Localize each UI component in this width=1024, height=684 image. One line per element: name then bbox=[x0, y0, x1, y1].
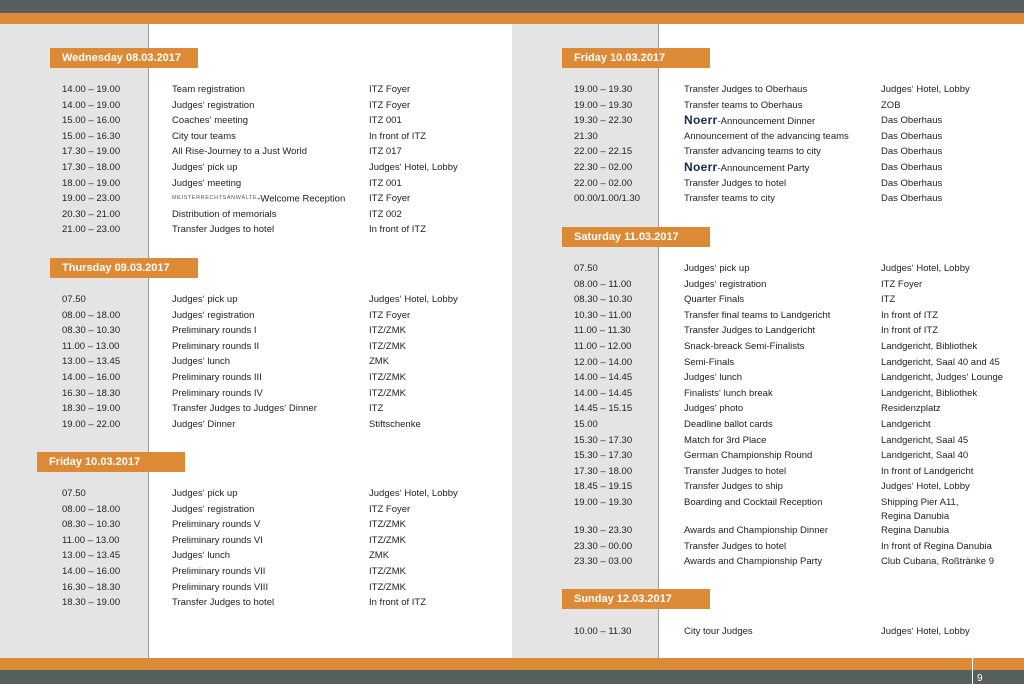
row-event: Awards and Championship Party bbox=[684, 556, 823, 568]
row-time: 17.30 – 18.00 bbox=[574, 465, 633, 477]
row-time: 18.45 – 19.15 bbox=[574, 481, 633, 493]
row-time: 23.30 – 03.00 bbox=[574, 556, 633, 568]
row-location: ITZ bbox=[881, 294, 896, 306]
row-event: Judges‘ registration bbox=[172, 503, 255, 515]
row-event: Coaches‘ meeting bbox=[172, 115, 249, 127]
section-heading-thursday: Thursday 09.03.2017 bbox=[50, 258, 198, 278]
row-location: ITZ/ZMK bbox=[369, 387, 406, 399]
row-location: ITZ/ZMK bbox=[369, 340, 406, 352]
row-event: Preliminary rounds I bbox=[172, 325, 257, 337]
row-location-line1: Shipping Pier A11, bbox=[881, 496, 959, 508]
row-location: Das Oberhaus bbox=[881, 161, 943, 173]
row-time: 11.00 – 11.30 bbox=[574, 325, 631, 337]
row-location: Landgericht, Saal 40 bbox=[881, 450, 969, 462]
row-location: Das Oberhaus bbox=[881, 146, 943, 158]
left-column-divider bbox=[148, 24, 149, 658]
row-event: Judges‘ pick up bbox=[684, 263, 750, 274]
row-time: 11.00 – 13.00 bbox=[62, 534, 120, 546]
row-location: Landgericht bbox=[881, 418, 931, 430]
row-event: Transfer teams to Oberhaus bbox=[684, 99, 803, 111]
row-event: Transfer Judges to ship bbox=[684, 481, 783, 493]
row-time: 16.30 – 18.30 bbox=[62, 581, 121, 593]
row-time: 22.00 – 02.00 bbox=[574, 177, 633, 189]
meisterrechtsanwaelte-logo: MEISTERRECHTSANWÄLTE bbox=[172, 195, 258, 202]
row-event-text: -Announcement Party bbox=[717, 162, 810, 174]
row-event: Judges‘ pick up bbox=[172, 294, 238, 305]
row-location: Landgericht, Saal 45 bbox=[881, 434, 969, 446]
row-location: Landgericht, Bibliothek bbox=[881, 340, 978, 352]
row-event: Announcement of the advancing teams bbox=[684, 130, 849, 142]
row-time: 22.30 – 02.00 bbox=[574, 161, 633, 173]
row-event bbox=[172, 191, 345, 207]
row-time: 08.30 – 10.30 bbox=[574, 294, 633, 306]
row-time: 21.00 – 23.00 bbox=[62, 224, 121, 236]
row-event-text: -Welcome Reception bbox=[257, 193, 346, 205]
row-event: Judges‘ meeting bbox=[172, 177, 242, 189]
row-time: 18.30 – 19.00 bbox=[62, 597, 121, 609]
row-time: 21.30 bbox=[574, 130, 598, 142]
top-bar-dark bbox=[0, 0, 1024, 13]
row-time: 18.30 – 19.00 bbox=[62, 403, 121, 415]
bottom-bar-dark bbox=[0, 670, 1024, 684]
row-location: ITZ Foyer bbox=[369, 309, 411, 321]
row-event: Transfer Judges to hotel bbox=[684, 177, 787, 189]
row-event: Judges‘ registration bbox=[172, 309, 255, 321]
row-location: Judges‘ Hotel, Lobby bbox=[881, 84, 970, 95]
row-time: 15.00 bbox=[574, 418, 598, 430]
row-location: In front of ITZ bbox=[881, 309, 939, 321]
row-event: Transfer Judges to Judges‘ Dinner bbox=[172, 403, 317, 415]
row-event: Awards and Championship Dinner bbox=[684, 524, 828, 536]
row-event: Judges‘ photo bbox=[684, 403, 744, 415]
row-time: 19.00 – 19.30 bbox=[574, 99, 633, 111]
row-event: Judges‘ registration bbox=[684, 278, 767, 290]
row-event: Judges‘ pick up bbox=[172, 488, 238, 499]
row-event: Snack-breack Semi-Finalists bbox=[684, 340, 805, 352]
row-event: Team registration bbox=[172, 84, 245, 95]
row-event: Boarding and Cocktail Reception bbox=[684, 496, 823, 508]
row-time: 08.00 – 18.00 bbox=[62, 503, 121, 515]
row-event: City tour teams bbox=[172, 130, 236, 142]
row-location: ITZ/ZMK bbox=[369, 581, 406, 593]
row-time: 11.00 – 12.00 bbox=[574, 340, 632, 352]
row-location: Judges‘ Hotel, Lobby bbox=[881, 626, 970, 637]
row-location: ITZ/ZMK bbox=[369, 534, 406, 546]
row-location: Judges‘ Hotel, Lobby bbox=[881, 263, 970, 274]
row-event: Preliminary rounds VI bbox=[172, 534, 263, 546]
row-location: In front of ITZ bbox=[369, 224, 427, 236]
row-time: 19.00 – 23.00 bbox=[62, 193, 121, 205]
row-location: In front of ITZ bbox=[369, 597, 427, 609]
row-time: 08.00 – 18.00 bbox=[62, 309, 121, 321]
row-time: 20.30 – 21.00 bbox=[62, 208, 121, 220]
right-column-divider bbox=[658, 24, 659, 658]
section-heading-wednesday: Wednesday 08.03.2017 bbox=[50, 48, 198, 68]
row-location: Das Oberhaus bbox=[881, 115, 943, 127]
row-location-line2: Regina Danubia bbox=[881, 510, 950, 522]
row-location: ITZ 001 bbox=[369, 115, 402, 127]
section-heading-sunday: Sunday 12.03.2017 bbox=[562, 589, 710, 609]
row-location: ZOB bbox=[881, 99, 901, 111]
row-event: Transfer final teams to Landgericht bbox=[684, 309, 831, 321]
row-event: City tour Judges bbox=[684, 626, 753, 637]
row-time: 19.30 – 23.30 bbox=[574, 524, 633, 536]
row-location: Judges‘ Hotel, Lobby bbox=[881, 481, 970, 493]
row-event: Semi-Finals bbox=[684, 356, 735, 368]
row-event: Transfer Judges to Landgericht bbox=[684, 325, 816, 337]
row-event: Finalists‘ lunch break bbox=[684, 387, 773, 399]
row-time: 16.30 – 18.30 bbox=[62, 387, 121, 399]
row-time: 13.00 – 13.45 bbox=[62, 550, 121, 562]
row-location: ITZ bbox=[369, 403, 384, 415]
row-event bbox=[684, 113, 815, 130]
row-location: In front of ITZ bbox=[881, 325, 939, 337]
row-event: All Rise-Journey to a Just World bbox=[172, 146, 307, 158]
bottom-bar-accent bbox=[0, 658, 1024, 670]
row-time: 12.00 – 14.00 bbox=[574, 356, 633, 368]
row-event: Deadline ballot cards bbox=[684, 418, 773, 430]
row-time: 14.00 – 14.45 bbox=[574, 372, 633, 384]
row-time: 22.00 – 22.15 bbox=[574, 146, 633, 158]
row-time: 19.00 – 19.30 bbox=[574, 496, 633, 508]
section-heading-friday-evening: Friday 10.03.2017 bbox=[562, 48, 710, 68]
noerr-logo: Noerr bbox=[684, 113, 718, 128]
row-event: Preliminary rounds VIII bbox=[172, 581, 269, 593]
row-event: Transfer Judges to hotel bbox=[172, 224, 275, 236]
row-time: 14.45 – 15.15 bbox=[574, 403, 633, 415]
row-event: Transfer advancing teams to city bbox=[684, 146, 821, 158]
row-time: 08.30 – 10.30 bbox=[62, 325, 121, 337]
row-time: 07.50 bbox=[574, 263, 598, 274]
row-location: In front of Regina Danubia bbox=[881, 540, 992, 552]
row-location: Landgericht, Saal 40 and 45 bbox=[881, 356, 1000, 368]
row-event bbox=[684, 160, 809, 177]
row-event: Judges‘ lunch bbox=[172, 356, 231, 368]
row-time: 10.30 – 11.00 bbox=[574, 309, 632, 321]
row-time: 14.00 – 16.00 bbox=[62, 565, 121, 577]
row-location: Regina Danubia bbox=[881, 524, 950, 536]
row-time: 17.30 – 19.00 bbox=[62, 146, 121, 158]
row-location: ZMK bbox=[369, 550, 390, 562]
row-location: ITZ/ZMK bbox=[369, 519, 406, 531]
row-time: 14.00 – 16.00 bbox=[62, 371, 121, 383]
row-location: Club Cubana, Roßtränke 9 bbox=[881, 556, 995, 568]
row-location: Stiftschenke bbox=[369, 418, 421, 430]
row-location: ITZ 002 bbox=[369, 208, 402, 220]
row-event: Distribution of memorials bbox=[172, 208, 277, 220]
row-location: Landgericht, Judges‘ Lounge bbox=[881, 372, 1004, 384]
row-event: German Championship Round bbox=[684, 450, 813, 462]
row-location: ITZ Foyer bbox=[369, 84, 411, 95]
row-event: Preliminary rounds VII bbox=[172, 565, 266, 577]
row-location: ITZ 001 bbox=[369, 177, 402, 189]
row-location: Judges‘ Hotel, Lobby bbox=[369, 294, 458, 305]
row-location: ITZ/ZMK bbox=[369, 325, 406, 337]
row-location: In front of ITZ bbox=[369, 130, 427, 142]
row-event: Quarter Finals bbox=[684, 294, 745, 306]
section-heading-friday-left: Friday 10.03.2017 bbox=[37, 452, 185, 472]
top-bar-accent bbox=[0, 13, 1024, 24]
row-location: Judges‘ Hotel, Lobby bbox=[369, 161, 458, 173]
row-location: ZMK bbox=[369, 356, 390, 368]
row-time: 14.00 – 19.00 bbox=[62, 84, 121, 95]
row-time: 00.00/1.00/1.30 bbox=[574, 193, 641, 205]
row-location: Judges‘ Hotel, Lobby bbox=[369, 488, 458, 499]
row-time: 10.00 – 11.30 bbox=[574, 626, 632, 637]
row-event: Judges‘ lunch bbox=[172, 550, 231, 562]
row-time: 15.00 – 16.30 bbox=[62, 130, 121, 142]
row-location: ITZ Foyer bbox=[369, 503, 411, 515]
row-time: 08.30 – 10.30 bbox=[62, 519, 121, 531]
row-event: Transfer Judges to hotel bbox=[684, 465, 787, 477]
row-location: ITZ/ZMK bbox=[369, 565, 406, 577]
row-location: ITZ Foyer bbox=[369, 99, 411, 111]
row-location: In front of Landgericht bbox=[881, 465, 974, 477]
row-event: Match for 3rd Place bbox=[684, 434, 767, 446]
section-heading-saturday: Saturday 11.03.2017 bbox=[562, 227, 710, 247]
row-event: Preliminary rounds V bbox=[172, 519, 261, 531]
row-location: ITZ Foyer bbox=[369, 193, 411, 205]
noerr-logo: Noerr bbox=[684, 159, 718, 174]
row-event: Preliminary rounds II bbox=[172, 340, 260, 352]
row-event: Preliminary rounds IV bbox=[172, 387, 263, 399]
row-event: Judges‘ registration bbox=[172, 99, 255, 111]
page-number: 9 bbox=[977, 673, 983, 684]
row-location: ITZ/ZMK bbox=[369, 371, 406, 383]
row-time: 11.00 – 13.00 bbox=[62, 340, 120, 352]
row-event: Judges‘ pick up bbox=[172, 161, 238, 173]
page-number-box bbox=[972, 658, 1024, 684]
row-event: Transfer Judges to hotel bbox=[172, 597, 275, 609]
row-event: Transfer Judges to Oberhaus bbox=[684, 84, 808, 95]
row-location: Landgericht, Bibliothek bbox=[881, 387, 978, 399]
row-time: 14.00 – 19.00 bbox=[62, 99, 121, 111]
row-event-text: -Announcement Dinner bbox=[717, 116, 816, 128]
row-time: 15.00 – 16.00 bbox=[62, 115, 121, 127]
row-time: 19.00 – 19.30 bbox=[574, 84, 633, 95]
row-location: Das Oberhaus bbox=[881, 193, 943, 205]
row-time: 19.00 – 22.00 bbox=[62, 418, 121, 430]
row-event: Transfer Judges to hotel bbox=[684, 540, 787, 552]
row-time: 07.50 bbox=[62, 488, 86, 499]
row-time: 07.50 bbox=[62, 294, 86, 305]
row-location: Residenzplatz bbox=[881, 403, 941, 415]
row-time: 14.00 – 14.45 bbox=[574, 387, 633, 399]
row-event: Judges‘ Dinner bbox=[172, 418, 236, 430]
row-location: ITZ Foyer bbox=[881, 278, 923, 290]
row-location: ITZ 017 bbox=[369, 146, 402, 158]
row-event: Transfer teams to city bbox=[684, 193, 775, 205]
row-time: 08.00 – 11.00 bbox=[574, 278, 632, 290]
row-event: Judges‘ lunch bbox=[684, 372, 743, 384]
row-time: 17.30 – 18.00 bbox=[62, 161, 121, 173]
row-time: 15.30 – 17.30 bbox=[574, 434, 633, 446]
row-time: 19.30 – 22.30 bbox=[574, 115, 633, 127]
row-location: Das Oberhaus bbox=[881, 130, 943, 142]
row-location bbox=[881, 495, 958, 523]
row-time: 15.30 – 17.30 bbox=[574, 450, 633, 462]
row-event: Preliminary rounds III bbox=[172, 371, 262, 383]
row-time: 18.00 – 19.00 bbox=[62, 177, 121, 189]
row-location: Das Oberhaus bbox=[881, 177, 943, 189]
row-time: 13.00 – 13.45 bbox=[62, 356, 121, 368]
row-time: 23.30 – 00.00 bbox=[574, 540, 633, 552]
